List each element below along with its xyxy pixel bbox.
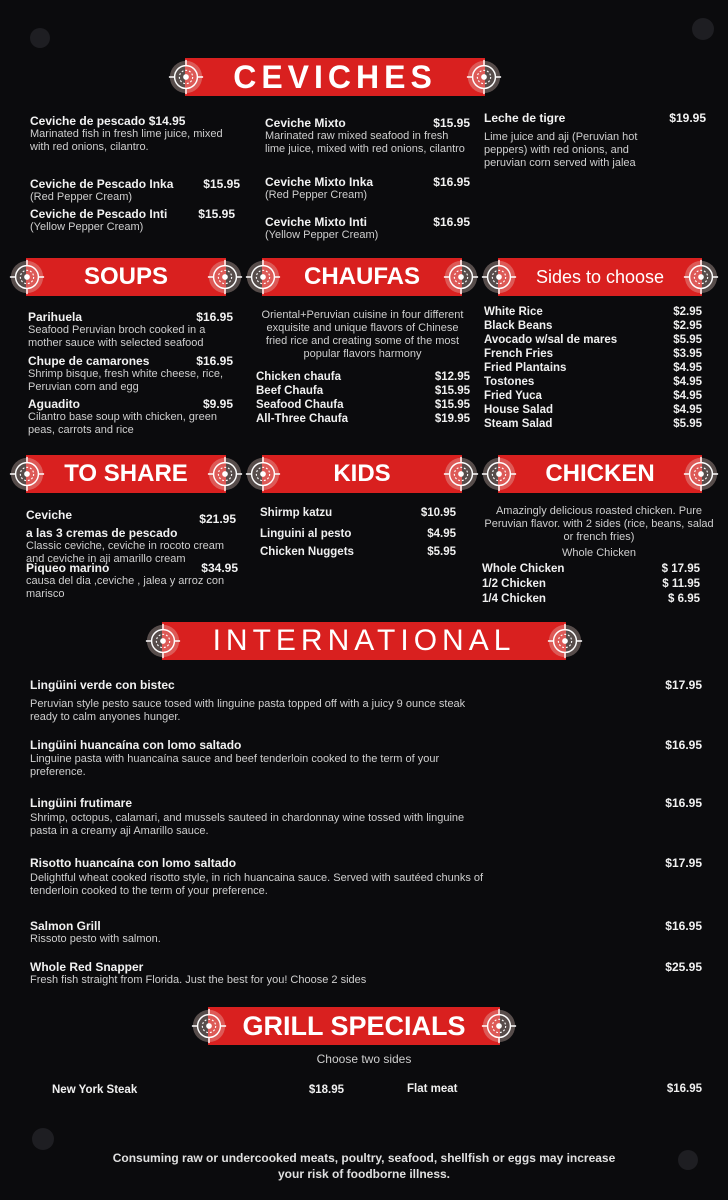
item-price: $3.95 <box>673 348 702 360</box>
item-price: $4.95 <box>427 528 456 540</box>
item-price: $ 17.95 <box>661 563 700 575</box>
item-description: Rissoto pesto with salmon. <box>30 933 161 945</box>
item-price: $9.95 <box>202 397 233 411</box>
menu-item <box>52 1084 344 1096</box>
item-name: All-Three Chaufa <box>256 413 349 425</box>
menu-item <box>484 111 706 170</box>
ornament-icon <box>8 455 46 493</box>
item-name: Lingüini frutimare <box>30 796 132 810</box>
item-price: $4.95 <box>673 404 702 416</box>
section-title: Sides to choose <box>535 266 665 287</box>
grill-banner <box>208 1007 500 1045</box>
menu-item <box>26 508 236 566</box>
item-name: Aguadito <box>28 397 80 411</box>
item-name: Ceviche de Pescado Inti <box>30 207 168 221</box>
menu-item <box>30 960 702 987</box>
item-price: $2.95 <box>673 306 702 318</box>
ornament-icon <box>442 258 480 296</box>
item-price: $ 6.95 <box>668 593 700 605</box>
decor-dot <box>692 18 714 40</box>
menu-item <box>256 371 470 383</box>
item-name: Avocado w/sal de mares <box>484 334 618 346</box>
menu-item <box>30 678 702 724</box>
item-description: (Yellow Pepper Cream) <box>265 229 379 241</box>
chicken-banner <box>498 455 702 493</box>
ornament-icon <box>480 455 518 493</box>
soups-banner <box>26 258 226 296</box>
menu-item <box>482 593 700 605</box>
item-description: Lime juice and aji (Peruvian hot peppers) with red onions, and peruvian corn served with jalea <box>484 131 638 169</box>
chaufas-intro: Oriental+Peruvian cuisine in four different exquisite and unique flavors of Chinese fried rice and creating some of the most popular flavors harmony <box>261 309 464 360</box>
section-title: CHAUFAS <box>303 263 420 290</box>
grill-subtitle: Choose two sides <box>316 1052 412 1066</box>
menu-item <box>256 399 470 411</box>
item-price: $18.95 <box>308 1084 344 1096</box>
ornament-icon <box>480 1007 518 1045</box>
item-price: $16.95 <box>665 919 702 933</box>
ornament-icon <box>206 258 244 296</box>
ornament-icon <box>682 455 720 493</box>
menu-item <box>256 385 470 397</box>
menu-item <box>28 310 233 350</box>
item-name: House Salad <box>484 404 554 416</box>
item-name: Black Beans <box>484 320 553 332</box>
ornament-icon <box>144 622 182 660</box>
item-name: Piqueo marino <box>26 561 110 575</box>
ornament-icon <box>8 258 46 296</box>
item-name: 1/4 Chicken <box>482 593 546 605</box>
menu-item <box>260 546 456 558</box>
item-name: Fried Yuca <box>484 390 542 402</box>
ornament-icon <box>546 622 584 660</box>
item-price: $21.95 <box>199 512 236 526</box>
item-price: $15.95 <box>434 385 470 397</box>
side-item <box>484 362 702 374</box>
ornament-icon <box>442 455 480 493</box>
ornament-icon <box>244 455 282 493</box>
side-item <box>484 376 702 388</box>
item-price: $4.95 <box>673 390 702 402</box>
item-name: Ceviche <box>26 508 73 522</box>
item-name: Ceviche Mixto Inti <box>265 215 368 229</box>
menu-item <box>30 856 702 898</box>
section-title: TO SHARE <box>64 460 188 487</box>
item-name: Beef Chaufa <box>256 385 324 397</box>
side-item <box>484 390 702 402</box>
item-name: Whole Chicken <box>482 563 565 575</box>
item-price: $2.95 <box>673 320 702 332</box>
menu-item <box>260 507 456 519</box>
item-price: $12.95 <box>434 371 470 383</box>
section-title: SOUPS <box>83 263 169 290</box>
decor-dot <box>30 28 50 48</box>
notice-line: Consuming raw or undercooked meats, poultry, seafood, shellfish or eggs may increase <box>112 1151 616 1165</box>
menu-item <box>28 397 233 437</box>
menu-item <box>482 563 700 575</box>
side-item <box>484 404 702 416</box>
item-name: 1/2 Chicken <box>482 578 546 590</box>
item-price: $15.95 <box>434 399 470 411</box>
ornament-icon <box>682 258 720 296</box>
section-title: CHICKEN <box>545 460 655 487</box>
side-item <box>484 334 702 346</box>
section-title: CEVICHES <box>233 58 437 95</box>
item-description: Shrimp, octopus, calamari, and mussels sauteed in chardonnay wine tossed with linguine pasta in a creamy aji Amarillo sauce. <box>30 812 465 837</box>
item-name: Lingüini verde con bistec <box>30 678 175 692</box>
item-price: $19.95 <box>669 111 706 125</box>
item-name: Lingüini huancaína con lomo saltado <box>30 738 242 752</box>
item-name: New York Steak <box>52 1084 138 1096</box>
menu-item <box>28 354 233 394</box>
item-price: $16.95 <box>666 1083 702 1095</box>
item-price: $19.95 <box>434 413 470 425</box>
item-name: Tostones <box>484 376 535 388</box>
item-price: $16.95 <box>665 738 702 752</box>
item-price: $25.95 <box>665 960 702 974</box>
menu-item <box>256 413 470 425</box>
menu-item <box>265 215 470 242</box>
item-price: $ 11.95 <box>662 578 700 590</box>
item-price: $4.95 <box>673 362 702 374</box>
item-description: (Yellow Pepper Cream) <box>30 221 144 233</box>
item-name-line2: a las 3 cremas de pescado <box>26 526 178 540</box>
side-item <box>484 348 702 360</box>
item-name: White Rice <box>484 306 543 318</box>
item-name: Ceviche Mixto Inka <box>265 175 374 189</box>
ornament-icon <box>244 258 282 296</box>
item-price: $5.95 <box>673 334 702 346</box>
ornament-icon <box>480 258 518 296</box>
menu-item <box>30 738 702 779</box>
sides-banner <box>498 258 702 296</box>
to-share-banner <box>26 455 226 493</box>
menu-item <box>260 528 456 540</box>
menu-item <box>407 1083 702 1095</box>
menu-item <box>30 114 245 154</box>
decor-dot <box>32 1128 54 1150</box>
item-name: Whole Red Snapper <box>30 960 144 974</box>
item-price: $16.95 <box>196 310 233 324</box>
item-description: Cilantro base soup with chicken, green peas, carrots and rice <box>28 411 217 436</box>
item-name: Risotto huancaína con lomo saltado <box>30 856 237 870</box>
item-price: $17.95 <box>665 678 702 692</box>
item-name: Chicken chaufa <box>256 371 341 383</box>
side-item <box>484 418 702 430</box>
item-name: French Fries <box>484 348 554 360</box>
item-description: Fresh fish straight from Florida. Just the best for you! Choose 2 sides <box>30 974 367 986</box>
side-item <box>484 306 702 318</box>
item-description: Classic ceviche, ceviche in rocoto cream and ceviche in aji amarillo cream <box>26 540 225 565</box>
ornament-icon <box>190 1007 228 1045</box>
chaufas-banner <box>262 258 462 296</box>
item-name: Parihuela <box>28 310 83 324</box>
item-description: (Red Pepper Cream) <box>30 191 133 203</box>
item-description: Marinated raw mixed seafood in fresh lime juice, mixed with red onions, cilantro <box>265 130 465 155</box>
item-price: $10.95 <box>420 507 456 519</box>
ornament-icon <box>206 455 244 493</box>
notice-line: your risk of foodborne illness. <box>277 1167 451 1181</box>
chicken-intro: Amazingly delicious roasted chicken. Pure Peruvian flavor. with 2 sides (rice, beans, salad or french fries) <box>484 505 714 543</box>
side-item <box>484 320 702 332</box>
item-name: Flat meat <box>407 1083 458 1095</box>
item-name: Seafood Chaufa <box>256 399 344 411</box>
ornament-icon <box>465 58 503 96</box>
item-price: $5.95 <box>427 546 456 558</box>
item-name: Ceviche de Pescado Inka <box>30 177 174 191</box>
kids-banner <box>262 455 462 493</box>
item-price: $16.95 <box>433 215 470 229</box>
ornament-icon <box>167 58 205 96</box>
item-description: Shrimp bisque, fresh white cheese, rice, Peruvian corn and egg <box>28 368 224 393</box>
section-title: KIDS <box>333 460 391 487</box>
item-price: $5.95 <box>673 418 702 430</box>
menu-item <box>26 561 238 601</box>
item-name: Salmon Grill <box>30 919 101 933</box>
item-description: Marinated fish in fresh lime juice, mixed with red onions, cilantro. <box>30 128 223 153</box>
section-title: INTERNATIONAL <box>212 624 516 657</box>
item-name: Chupe de camarones <box>28 354 150 368</box>
section-title: GRILL SPECIALS <box>242 1010 466 1041</box>
item-price: $17.95 <box>665 856 702 870</box>
menu-item <box>30 919 702 946</box>
item-description: Delightful wheat cooked risotto style, in rich huancaina sauce. Served with sautéed chunks of tenderloin cooked to the term of your preference. <box>30 872 484 897</box>
menu-item <box>265 175 470 202</box>
item-price: $15.95 <box>203 177 240 191</box>
menu-item <box>30 796 702 838</box>
item-price: $15.95 <box>433 116 470 130</box>
item-name: Ceviche Mixto <box>265 116 346 130</box>
item-name: Ceviche de pescado $14.95 <box>30 114 186 128</box>
menu-item <box>482 578 700 590</box>
item-description: Linguine pasta with huancaína sauce and beef tenderloin cooked to the term of your preference. <box>30 753 440 778</box>
item-name: Linguini al pesto <box>260 528 352 540</box>
item-name: Leche de tigre <box>484 111 566 125</box>
item-price: $4.95 <box>673 376 702 388</box>
item-price: $16.95 <box>196 354 233 368</box>
food-safety-notice <box>40 1150 688 1182</box>
item-price: $16.95 <box>665 796 702 810</box>
item-description: Seafood Peruvian broch cooked in a mother sauce with selected seafood <box>28 324 206 349</box>
item-description: Peruvian style pesto sauce tosed with linguine pasta topped off with a juicy 9 ounce steak ready to calm anyones hunger. <box>30 698 466 723</box>
menu-item <box>265 116 470 156</box>
menu-item <box>30 207 235 234</box>
item-name: Chicken Nuggets <box>260 546 354 558</box>
item-name: Steam Salad <box>484 418 553 430</box>
item-description: causa del dia ,ceviche , jalea y arroz con marisco <box>26 575 225 600</box>
item-price: $16.95 <box>433 175 470 189</box>
ceviches-banner <box>185 58 485 96</box>
item-description: (Red Pepper Cream) <box>265 189 368 201</box>
menu-item <box>30 177 240 204</box>
item-price: $15.95 <box>198 207 235 221</box>
international-banner <box>162 622 566 660</box>
chicken-subtitle: Whole Chicken <box>562 547 636 559</box>
item-price: $34.95 <box>201 561 238 575</box>
item-name: Shirmp katzu <box>260 507 333 519</box>
item-name: Fried Plantains <box>484 362 567 374</box>
